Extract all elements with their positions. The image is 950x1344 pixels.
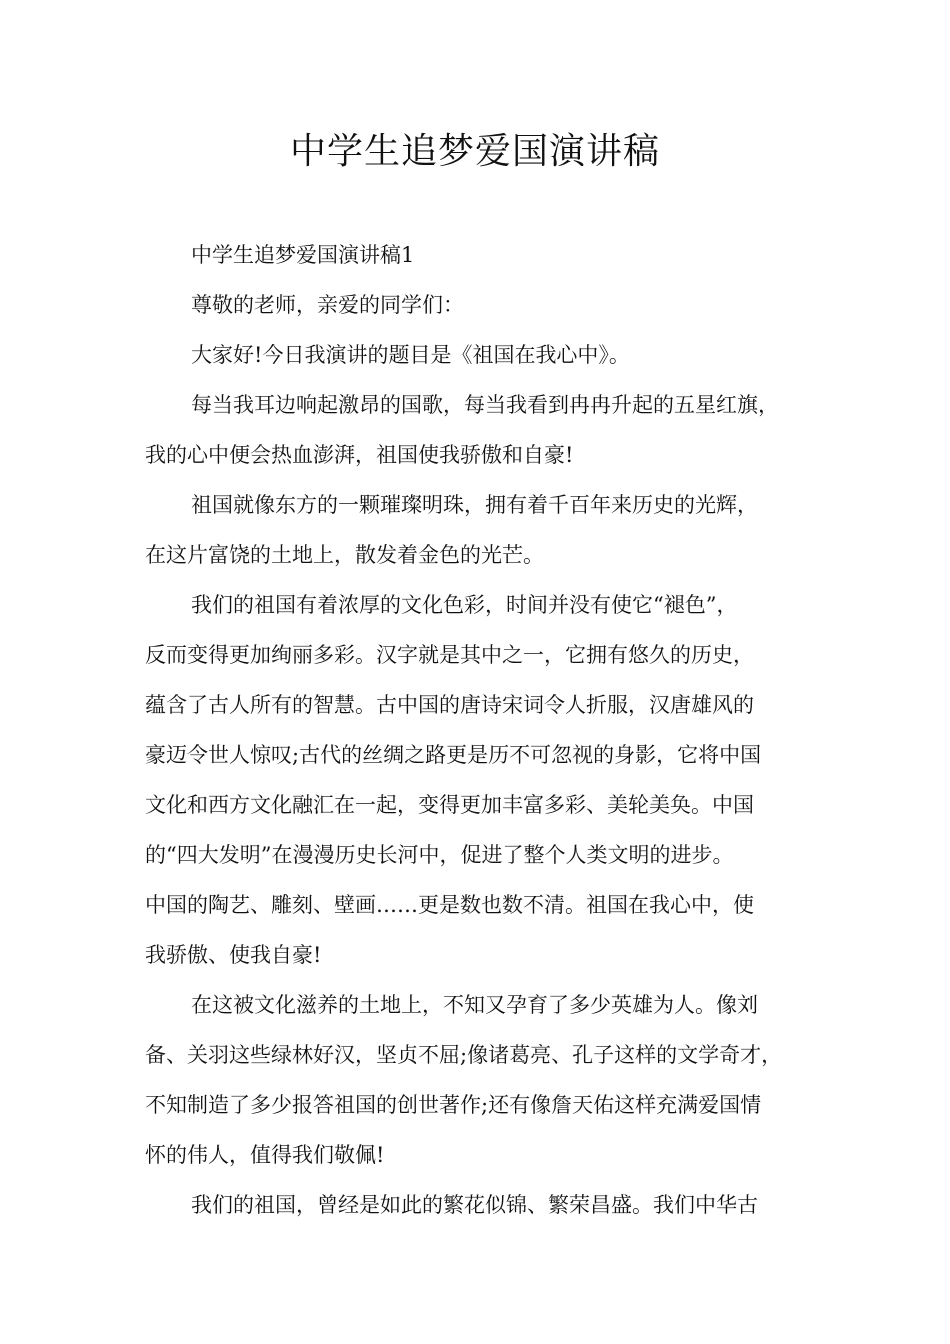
text-line: 反而变得更加绚丽多彩。汉字就是其中之一，它拥有悠久的历史， [145, 643, 754, 667]
text-line: 我骄傲、使我自豪! [145, 943, 322, 967]
section-heading: 中学生追梦爱国演讲稿1 [191, 243, 415, 267]
text-line: 的“四大发明”在漫漫历史长河中，促进了整个人类文明的进步。 [145, 843, 734, 867]
salutation: 尊敬的老师，亲爱的同学们： [191, 293, 464, 317]
text-line: 我们的祖国，曾经是如此的繁花似锦、繁荣昌盛。我们中华古 [191, 1193, 758, 1217]
text-line: 祖国就像东方的一颗璀璨明珠，拥有着千百年来历史的光辉， [191, 493, 758, 517]
text-line: 不知制造了多少报答祖国的创世著作;还有像詹天佑这样充满爱国情 [145, 1093, 762, 1117]
text-line: 蕴含了古人所有的智慧。古中国的唐诗宋词令人折服，汉唐雄风的 [145, 693, 754, 717]
text-line: 大家好!今日我演讲的题目是《祖国在我心中》。 [191, 343, 630, 367]
text-line: 我的心中便会热血澎湃，祖国使我骄傲和自豪! [145, 443, 574, 467]
text-line: 文化和西方文化融汇在一起，变得更加丰富多彩、美轮美奂。中国 [145, 793, 754, 817]
text-line: 备、关羽这些绿林好汉，坚贞不屈;像诸葛亮、孔子这样的文学奇才， [145, 1043, 783, 1067]
document-body [145, 230, 835, 1230]
text-line: 豪迈令世人惊叹;古代的丝绸之路更是历不可忽视的身影，它将中国 [145, 743, 762, 767]
text-line: 怀的伟人，值得我们敬佩! [145, 1143, 385, 1167]
text-line: 在这被文化滋养的土地上，不知又孕育了多少英雄为人。像刘 [191, 993, 758, 1017]
document-title: 中学生追梦爱国演讲稿 [289, 131, 660, 172]
text-line: 每当我耳边响起激昂的国歌，每当我看到冉冉升起的五星红旗， [191, 393, 779, 417]
text-line: 在这片富饶的土地上，散发着金色的光芒。 [145, 543, 544, 567]
text-line: 我们的祖国有着浓厚的文化色彩，时间并没有使它“褪色”， [191, 593, 738, 617]
text-line: 中国的陶艺、雕刻、壁画……更是数也数不清。祖国在我心中，使 [145, 893, 754, 917]
